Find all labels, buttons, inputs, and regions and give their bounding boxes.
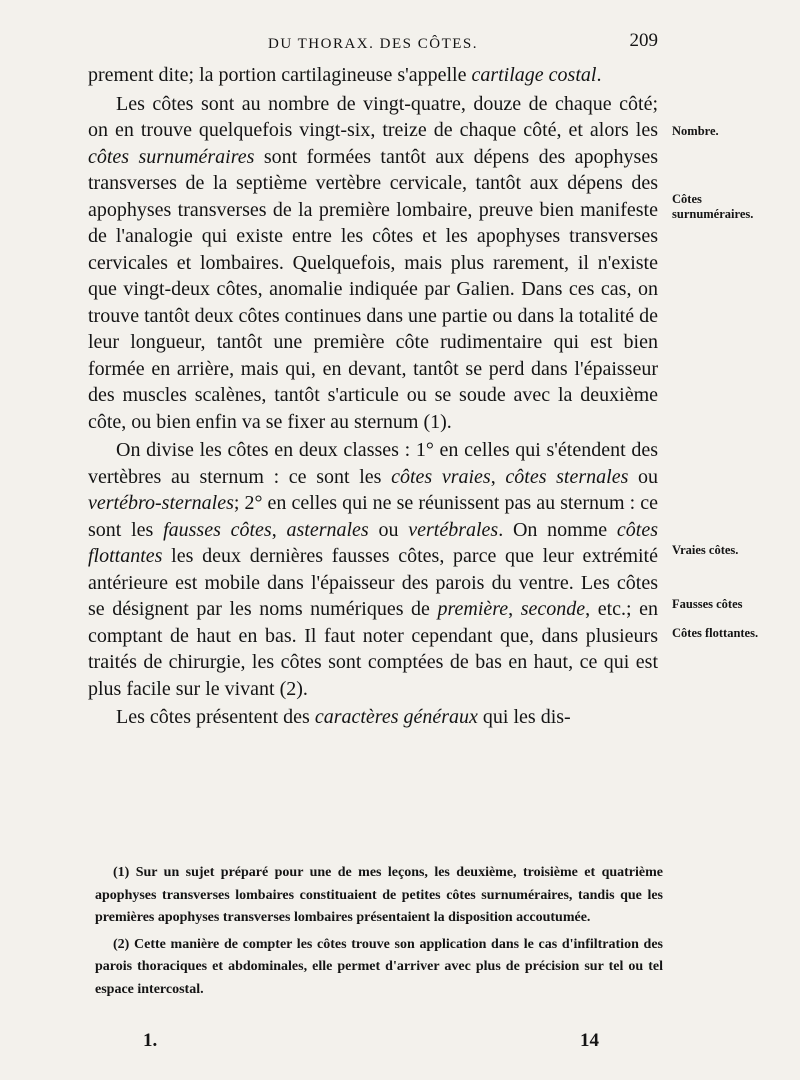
italic-term: vertébro-sternales — [88, 492, 234, 514]
paragraph — [88, 62, 658, 89]
margin-note-cotes-surnumeraires: Côtes surnuméraires. — [672, 192, 754, 221]
italic-term: asternales — [286, 518, 369, 541]
italic-term: côtes surnuméraires — [88, 145, 255, 168]
text-run: Les côtes sont au nombre de vingt-quatre, douze de chaque côté; on en trouve quelquefois vingt-six, treize de chaque côté, et alors les — [88, 92, 658, 141]
text-run: , etc.; en comptant de haut en bas. Il faut noter cependant que, dans plusieurs traités de chirurgie, les côtes sont comptées de bas en haut, ce qui est plus facile sur le vivant (2). — [88, 598, 659, 700]
italic-term: côtes vraies — [391, 465, 491, 488]
text-run: prement dite; la portion cartilagineuse s'appelle — [88, 64, 472, 86]
italic-term: caractères généraux — [314, 706, 478, 728]
body-text — [88, 62, 658, 731]
text-run: ou — [368, 518, 409, 541]
margin-note-fausses-cotes: Fausses côtes — [672, 597, 743, 611]
italic-term: première — [437, 598, 509, 620]
footnote-1: (1) Sur un sujet préparé pour une de mes leçons, les deuxième, troisième et quatrième apophyses transverses lombaires constituaient de petites côtes surnuméraires, tandis que les premières apophyses transverses lombaires présentaient la disposition accoutumée. — [95, 865, 663, 925]
footnotes — [95, 862, 663, 1001]
page-number: 209 — [629, 30, 658, 51]
text-run: , — [271, 518, 287, 541]
text-run: ou — [628, 465, 659, 488]
italic-term: côtes flottantes — [88, 518, 659, 567]
text-run: , — [508, 598, 521, 620]
text-run: Les côtes présentent des — [116, 706, 315, 728]
signature-mark-left: 1. — [143, 1030, 158, 1051]
text-run: qui les dis- — [477, 706, 571, 728]
text-run: ; 2° en celles qui ne se réunissent pas au sternum : ce sont les — [88, 492, 658, 541]
margin-note-vraies-cotes: Vraies côtes. — [672, 543, 739, 557]
running-title: DU THORAX. DES CÔTES. — [268, 36, 478, 52]
italic-term: vertébrales — [408, 518, 499, 541]
italic-term: côtes sternales — [505, 465, 629, 488]
text-run: les deux dernières fausses côtes, parce que leur extrémité antérieure est mobile dans l'épaisseur des parois du ventre. Les côtes se désignent par les noms numériques de — [88, 545, 658, 620]
text-run: sont formées tantôt aux dépens des apophyses transverses de la septième vertèbre cervicale, tantôt aux dépens des apophyses transverses de la première lombaire, preuve bien manifeste de l'analogie qui existe entre les côtes et les apophyses transverses cervicales et lombaires. Quelquefois, mais plus rarement, il n'existe que vingt-deux côtes, anomalie indiquée par Galien. Dans ces cas, on trouve tantôt deux côtes continues dans une partie ou dans la totalité de leur longueur, tantôt une première côte rudimentaire qui est bien formée en arrière, mais qui, en devant, tantôt se perd dans l'épaisseur des muscles scalènes, tantôt s'articule ou se soude avec la deuxième côte, ou bien enfin va se fixer au sternum (1). — [88, 145, 658, 433]
running-header — [88, 30, 658, 54]
italic-term: fausses côtes — [163, 518, 272, 541]
margin-note-nombre: Nombre. — [672, 124, 719, 138]
signature-mark-right: 14 — [580, 1030, 599, 1051]
text-run: On divise les côtes en deux classes : 1° en celles qui s'étendent des vertèbres au sternum : ce sont les — [88, 439, 658, 488]
paragraph — [88, 91, 658, 436]
paragraph — [88, 704, 658, 731]
footnote-2: (2) Cette manière de compter les côtes trouve son application dans le cas d'infiltration des parois thoraciques et abdominales, elle permet d'arriver avec plus de précision sur tel ou tel espace intercostal. — [95, 936, 663, 997]
italic-term: cartilage costal — [471, 64, 597, 86]
text-run: . — [596, 64, 602, 86]
italic-term: seconde — [520, 598, 586, 620]
text-run: . On nomme — [498, 518, 617, 541]
paragraph — [88, 437, 658, 702]
text-run: , — [490, 465, 506, 488]
margin-note-cotes-flottantes: Côtes flottantes. — [672, 626, 759, 640]
